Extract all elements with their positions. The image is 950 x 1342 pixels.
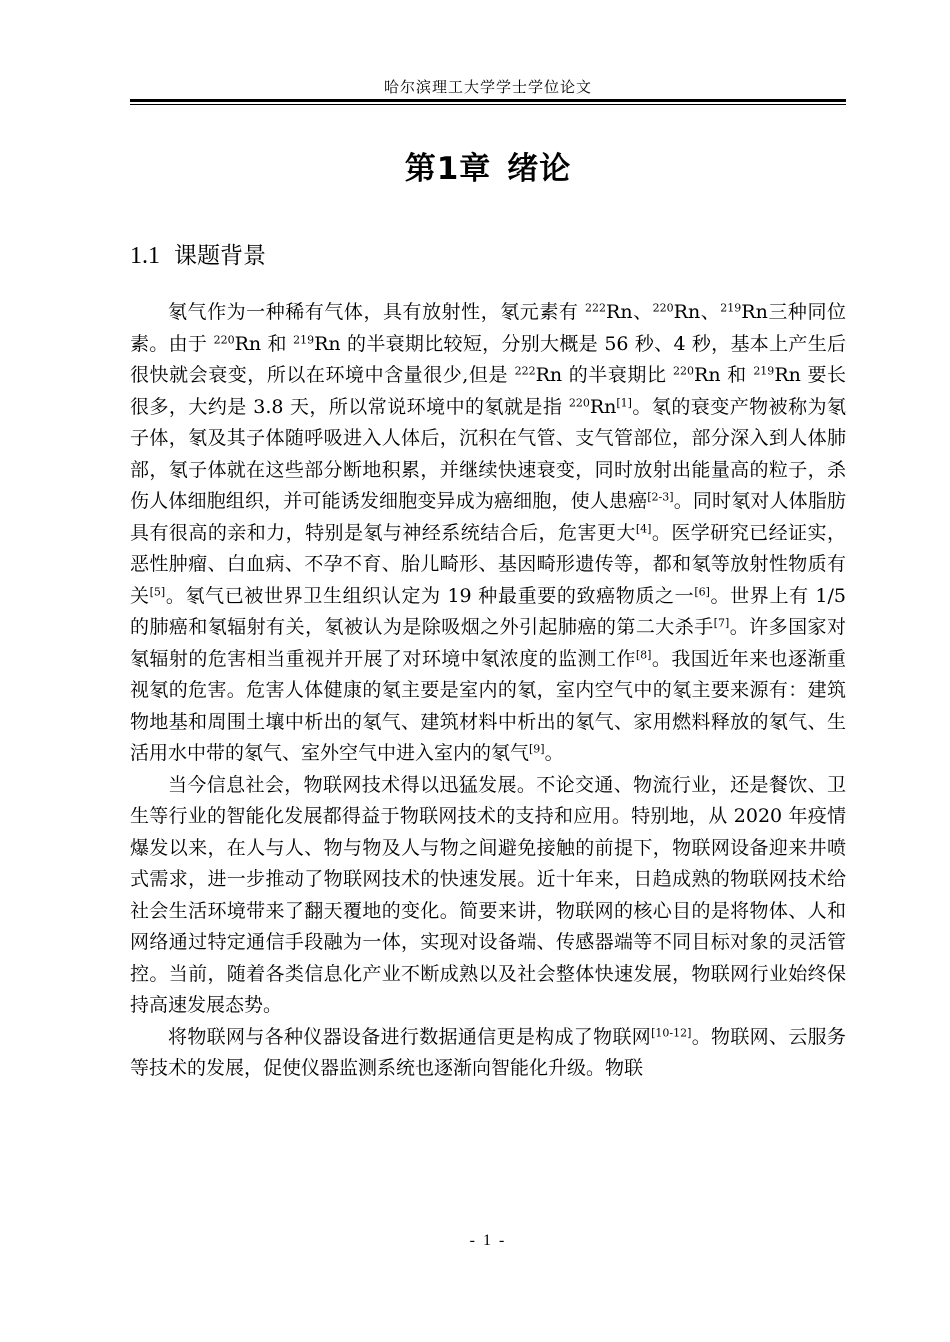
text-run: Rn、 bbox=[673, 301, 721, 323]
text-run: 。氡气已被世界卫生组织认定为 19 种最重要的致癌物质之一 bbox=[165, 584, 695, 607]
text-run: Rn、 bbox=[606, 301, 653, 323]
text-run: 。 bbox=[544, 742, 564, 764]
citation-ref: [9] bbox=[529, 742, 545, 756]
citation-ref: [8] bbox=[635, 647, 652, 661]
isotope-mass-number: 219 bbox=[720, 301, 742, 315]
running-header: 哈尔滨理工大学学士学位论文 bbox=[383, 78, 592, 96]
text-run: 。氡的衰变产物被称为氡子体，氡及其子体随呼吸进入人体后，沉积在气管、支气管部位，部分深入到人体肺部，氡子体就在这些部分断地积累，并继续快速衰变，同时放射出能量高的粒子，杀伤人体细胞组织，并可能诱发细胞变异成为癌细胞，使人患癌 bbox=[130, 395, 846, 512]
section-number: 1.1 bbox=[130, 243, 160, 269]
isotope-mass-number: 222 bbox=[514, 364, 536, 378]
text-run: 当今信息社会，物联网技术得以迅猛发展。不论交通、物流行业，还是餐饮、卫生等行业的智能化发展都得益于物联网技术的支持和应用。特别地，从 2020 年疫情爆发以来，在人与人、物与物及人与物之间避免接触的前提下，物联网设备迎来井喷式需求，进一步推动了物联网技术的快速发展。近十年来，日趋成熟的物联网技术给社会生活环境带来了翻天覆地的变化。简要来讲，物联网的核心目的是将物体、人和网络通过特定通信手段融为一体，实现对设备端、传感器端等不同目标对象的灵活管控。当前，随着各类信息化产业不断成熟以及社会整体快速发展，物联网行业始终保持高速发展态势。 bbox=[130, 773, 846, 1016]
text-run: 。同时氡对人体脂肪具有很高的亲和力，特别是氡与神经系统结合后，危害更大 bbox=[130, 490, 846, 544]
text-run: Rn 和 bbox=[234, 332, 294, 355]
isotope-mass-number: 219 bbox=[753, 364, 775, 378]
text-run: 氡气作为一种稀有气体，具有放射性，氡元素有 bbox=[168, 301, 586, 323]
chapter-name: 绪论 bbox=[507, 151, 572, 187]
paragraph bbox=[130, 297, 846, 770]
page-number: - 1 - bbox=[469, 1232, 507, 1249]
citation-ref: [7] bbox=[713, 616, 730, 630]
citation-ref: [4] bbox=[635, 521, 652, 535]
section-name: 课题背景 bbox=[174, 243, 266, 269]
section-title bbox=[130, 237, 266, 270]
text-run: 。世界上有 1/5 的肺癌和氡辐射有关，氡被认为是除吸烟之外引起肺癌的第二大杀手 bbox=[130, 584, 846, 638]
isotope-mass-number: 220 bbox=[568, 395, 590, 409]
text-run: 。许多国家对氡辐射的危害相当重视并开展了对环境中氡浓度的监测工作 bbox=[130, 616, 846, 670]
text-run: 。我国近年来也逐渐重视氡的危害。危害人体健康的氡主要是室内的氡，室内空气中的氡主要来源有：建筑物地基和周围土壤中析出的氡气、建筑材料中析出的氡气、家用燃料释放的氡气、生活用水中带的氡气、室外空气中进入室内的氡气 bbox=[130, 647, 846, 764]
isotope-mass-number: 220 bbox=[213, 332, 235, 346]
chapter-number: 第1章 bbox=[404, 151, 492, 187]
header-rule-thin bbox=[130, 104, 846, 105]
isotope-mass-number: 220 bbox=[673, 364, 695, 378]
citation-ref: [1] bbox=[616, 395, 632, 409]
text-run: Rn 和 bbox=[694, 364, 754, 386]
text-run: Rn bbox=[589, 395, 617, 418]
text-run: Rn 的半衰期比较短，分别大概是 56 秒、4 秒，基本上产生后很快就会衰变，所以在环境中含量很少,但是 bbox=[130, 332, 847, 386]
text-run: 。物联网、云服务等技术的发展，促使仪器监测系统也逐渐向智能化升级。物联 bbox=[130, 1025, 846, 1079]
text-run: Rn 的半衰期比 bbox=[535, 364, 674, 386]
citation-ref: [10-12] bbox=[651, 1025, 692, 1039]
isotope-mass-number: 220 bbox=[652, 301, 674, 315]
paragraph bbox=[130, 770, 846, 1022]
isotope-mass-number: 219 bbox=[293, 332, 315, 346]
text-run: Rn 要长很多，大约是 3.8 天，所以常说环境中的氡就是指 bbox=[130, 364, 846, 418]
text-run: 将物联网与各种仪器设备进行数据通信更是构成了物联网 bbox=[168, 1025, 652, 1048]
header-rule bbox=[130, 99, 846, 102]
isotope-mass-number: 222 bbox=[585, 301, 607, 315]
citation-ref: [2-3] bbox=[647, 490, 674, 504]
paragraph bbox=[130, 1022, 846, 1085]
chapter-title bbox=[130, 143, 846, 188]
citation-ref: [5] bbox=[149, 584, 166, 598]
citation-ref: [6] bbox=[694, 584, 710, 598]
text-run: 。医学研究已经证实，恶性肿瘤、白血病、不孕不育、胎儿畸形、基因畸形遗传等，都和氡等放射性物质有关 bbox=[130, 521, 846, 607]
body-text bbox=[130, 297, 846, 1085]
text-run: Rn三种同位素。由于 bbox=[130, 301, 847, 355]
